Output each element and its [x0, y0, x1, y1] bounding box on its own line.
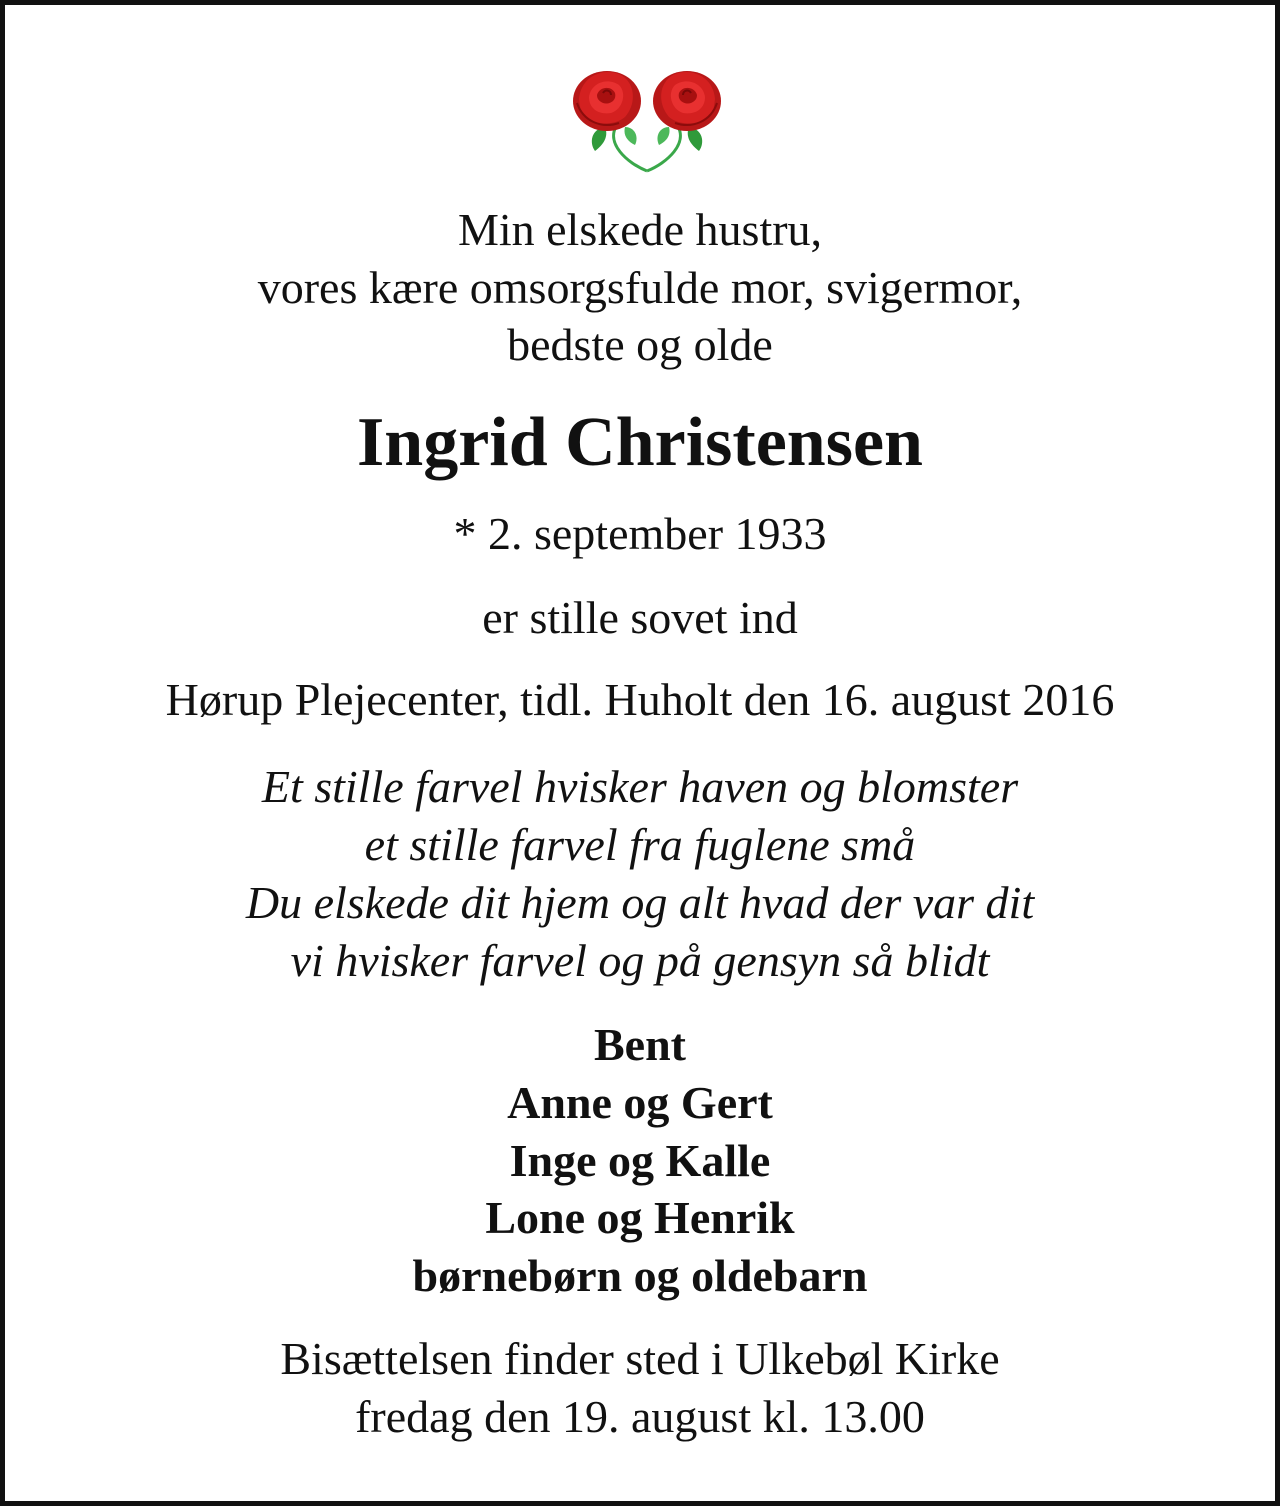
two-red-roses-icon: [565, 63, 729, 179]
birth-date: * 2. september 1933: [453, 508, 827, 559]
funeral-info-line: fredag den 19. august kl. 13.00: [355, 1391, 925, 1442]
family-line: Anne og Gert: [507, 1077, 773, 1128]
family-line: børnebørn og oldebarn: [412, 1250, 868, 1301]
intro-line: vores kære omsorgsfulde mor, svigermor,: [257, 262, 1023, 313]
verse-line: Du elskede dit hjem og alt hvad der var dit: [245, 877, 1035, 928]
verse-line: Et stille farvel hvisker haven og blomster: [261, 761, 1019, 812]
family-line: Bent: [594, 1019, 686, 1070]
deceased-name: Ingrid Christensen: [357, 404, 923, 481]
verse-line: vi hvisker farvel og på gensyn så blidt: [290, 935, 990, 986]
passed-text: er stille sovet ind: [482, 592, 798, 643]
intro-line: bedste og olde: [507, 319, 773, 370]
family-line: Lone og Henrik: [485, 1192, 795, 1243]
intro-line: Min elskede hustru,: [457, 204, 823, 255]
place-and-date: Hørup Plejecenter, tidl. Huholt den 16. august 2016: [165, 674, 1115, 725]
funeral-info-line: Bisættelsen finder sted i Ulkebøl Kirke: [280, 1333, 1000, 1384]
verse-line: et stille farvel fra fuglene små: [364, 819, 916, 870]
family-line: Inge og Kalle: [509, 1135, 771, 1186]
